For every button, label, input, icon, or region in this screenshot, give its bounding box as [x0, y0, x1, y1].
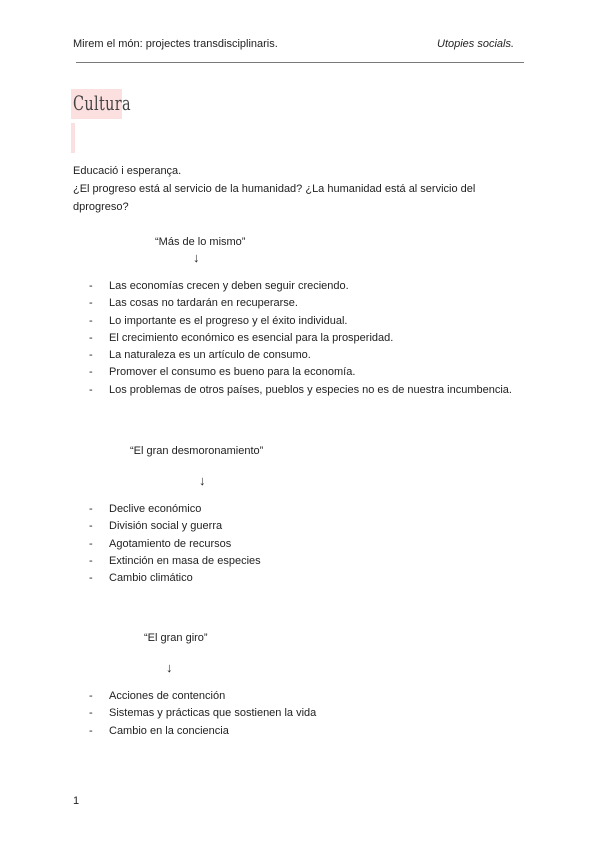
- list-item-text: División social y guerra: [109, 520, 223, 533]
- list-dash: -: [89, 554, 93, 567]
- list-item-text: Extinción en masa de especies: [109, 554, 261, 567]
- intro-line-1: Educació i esperança.: [73, 165, 182, 177]
- list-item-text: Los problemas de otros países, pueblos y especies no es de nuestra incumbencia.: [109, 383, 512, 396]
- list-dash: -: [89, 280, 93, 292]
- list-dash: -: [89, 383, 93, 396]
- list-item-text: Cambio en la conciencia: [109, 724, 229, 737]
- page-title: Cultura: [73, 91, 131, 115]
- header-left-text: Mirem el món: projectes transdisciplinaris.: [73, 38, 278, 50]
- list-item: [89, 278, 512, 295]
- list-dash: -: [89, 331, 93, 344]
- list-item: [89, 723, 316, 740]
- list-item: [89, 518, 261, 535]
- intro-line-2: ¿El progreso está al servicio de la humanidad? ¿La humanidad está al servicio del: [73, 183, 476, 195]
- list-dash: -: [89, 297, 93, 310]
- list-item: [89, 330, 512, 347]
- list-dash: -: [89, 690, 93, 702]
- list-item: [89, 705, 316, 722]
- list-dash: -: [89, 314, 93, 327]
- list-dash: -: [89, 366, 93, 379]
- list-dash: -: [89, 572, 93, 585]
- list-item: [89, 382, 512, 399]
- list-item: [89, 364, 512, 381]
- list-item-text: Acciones de contención: [109, 690, 226, 702]
- list-item-text: Agotamiento de recursos: [109, 537, 232, 550]
- section-2-arrow: ↓: [199, 473, 206, 488]
- intro-line-3: dprogreso?: [73, 201, 129, 213]
- list-item-text: Las cosas no tardarán en recuperarse.: [109, 297, 298, 310]
- title-accent-bar: [71, 123, 75, 153]
- list-item: [89, 536, 261, 553]
- list-dash: -: [89, 707, 93, 720]
- section-3-arrow: ↓: [166, 660, 173, 675]
- list-item-text: Las economías crecen y deben seguir creciendo.: [109, 280, 349, 292]
- list-item-text: Sistemas y prácticas que sostienen la vida: [109, 707, 317, 720]
- list-dash: -: [89, 520, 93, 533]
- header-right-text: Utopies socials.: [437, 38, 515, 50]
- list-item: [89, 313, 512, 330]
- section-1-arrow: ↓: [193, 250, 200, 265]
- title-highlight: [71, 89, 131, 119]
- section-2-heading: “El gran desmoronamiento”: [130, 445, 264, 457]
- list-item-text: Lo importante es el progreso y el éxito individual.: [109, 314, 348, 327]
- list-item: [89, 570, 261, 587]
- list-item: [89, 295, 512, 312]
- header-divider: [76, 62, 524, 63]
- list-item-text: Cambio climático: [109, 572, 193, 585]
- page-number: 1: [73, 795, 80, 807]
- list-dash: -: [89, 503, 93, 515]
- list-item-text: Declive económico: [109, 503, 202, 515]
- section-1-list: [89, 278, 512, 399]
- list-item-text: El crecimiento económico es esencial para la prosperidad.: [109, 331, 394, 344]
- list-item-text: Promover el consumo es bueno para la economía.: [109, 366, 356, 379]
- list-item: [89, 501, 261, 518]
- list-dash: -: [89, 724, 93, 737]
- list-dash: -: [89, 537, 93, 550]
- list-item: [89, 347, 512, 364]
- section-2-list: [89, 501, 261, 587]
- list-item-text: La naturaleza es un artículo de consumo.: [109, 349, 311, 362]
- list-dash: -: [89, 349, 93, 362]
- section-1-heading: “Más de lo mismo”: [155, 236, 246, 248]
- section-3-heading: “El gran giro”: [144, 632, 208, 644]
- list-item: [89, 688, 316, 705]
- section-3-list: [89, 688, 316, 740]
- list-item: [89, 553, 261, 570]
